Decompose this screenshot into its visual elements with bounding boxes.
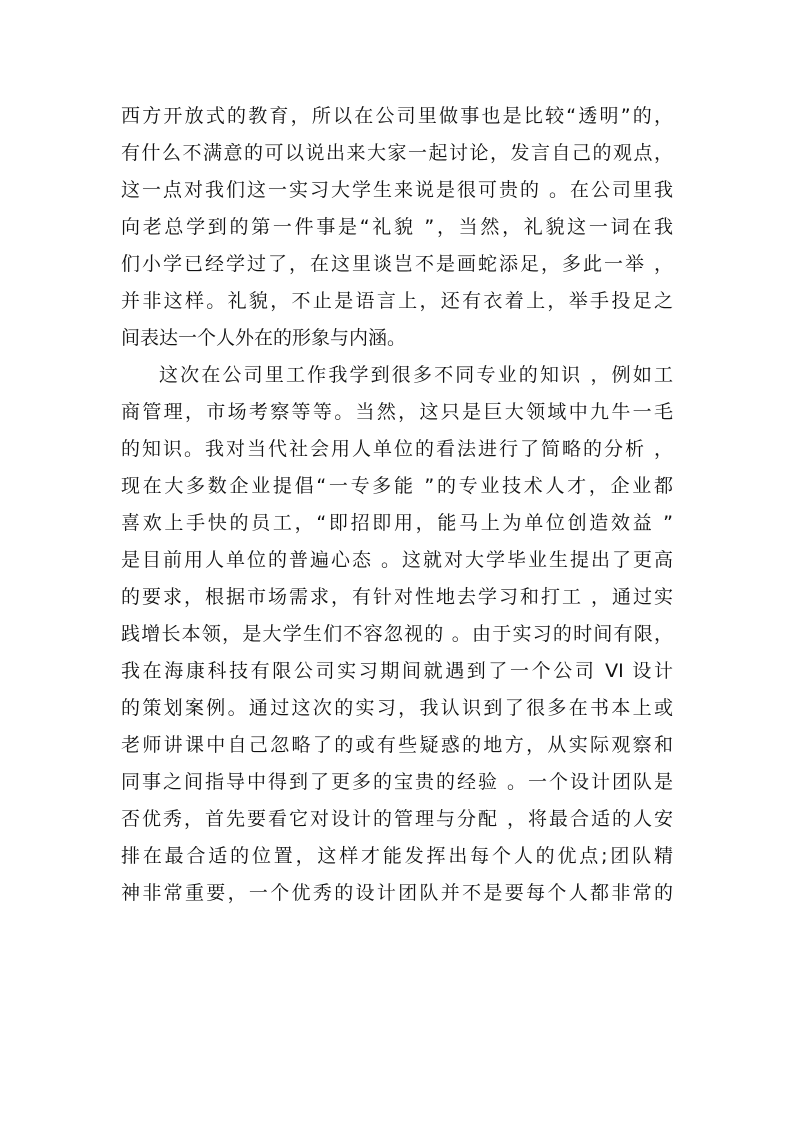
text-line: 排在最合适的位置，这样才能发挥出每个人的优点;团队精	[121, 845, 673, 867]
text-line: 这次在公司里工作我学到很多不同专业的知识 ，例如工	[159, 364, 673, 386]
text-line: 西方开放式的教育，所以在公司里做事也是比较“透明”的，	[121, 105, 673, 127]
paragraph-1	[121, 98, 673, 357]
text-line: 们小学已经学过了，在这里谈岂不是画蛇添足，多此一举 ，	[121, 253, 673, 275]
body-text	[121, 98, 673, 912]
text-line: 这一点对我们这一实习大学生来说是很可贵的 。在公司里我	[121, 179, 673, 201]
text-line: 的知识。我对当代社会用人单位的看法进行了简略的分析 ，	[121, 438, 673, 460]
text-line: 间表达一个人外在的形象与内涵。	[121, 327, 407, 349]
text-line: 同事之间指导中得到了更多的宝贵的经验 。一个设计团队是	[121, 771, 673, 793]
text-line: 践增长本领，是大学生们不容忽视的 。由于实习的时间有限，	[121, 623, 673, 645]
text-line: 神非常重要，一个优秀的设计团队并不是要每个人都非常的	[121, 882, 673, 904]
text-line: 有什么不满意的可以说出来大家一起讨论，发言自己的观点，	[121, 142, 673, 164]
text-line: 是目前用人单位的普遍心态 。这就对大学毕业生提出了更高	[121, 549, 673, 571]
text-line: 的要求，根据市场需求，有针对性地去学习和打工 ，通过实	[121, 586, 673, 608]
text-line: 并非这样。礼貌，不止是语言上，还有衣着上，举手投足之	[121, 290, 673, 312]
text-line: 喜欢上手快的员工，“即招即用，能马上为单位创造效益 ”	[121, 512, 673, 534]
text-line: 否优秀，首先要看它对设计的管理与分配 ，将最合适的人安	[121, 808, 673, 830]
text-line: 向老总学到的第一件事是“礼貌 ”，当然，礼貌这一词在我	[121, 216, 673, 238]
text-line: 的策划案例。通过这次的实习，我认识到了很多在书本上或	[121, 697, 673, 719]
paragraph-2	[121, 357, 673, 912]
text-line: 商管理，市场考察等等。当然，这只是巨大领域中九牛一毛	[121, 401, 673, 423]
text-line: 老师讲课中自己忽略了的或有些疑惑的地方，从实际观察和	[121, 734, 673, 756]
text-line: 现在大多数企业提倡“一专多能 ”的专业技术人才，企业都	[121, 475, 673, 497]
text-line: 我在海康科技有限公司实习期间就遇到了一个公司 VI 设计	[121, 660, 673, 682]
